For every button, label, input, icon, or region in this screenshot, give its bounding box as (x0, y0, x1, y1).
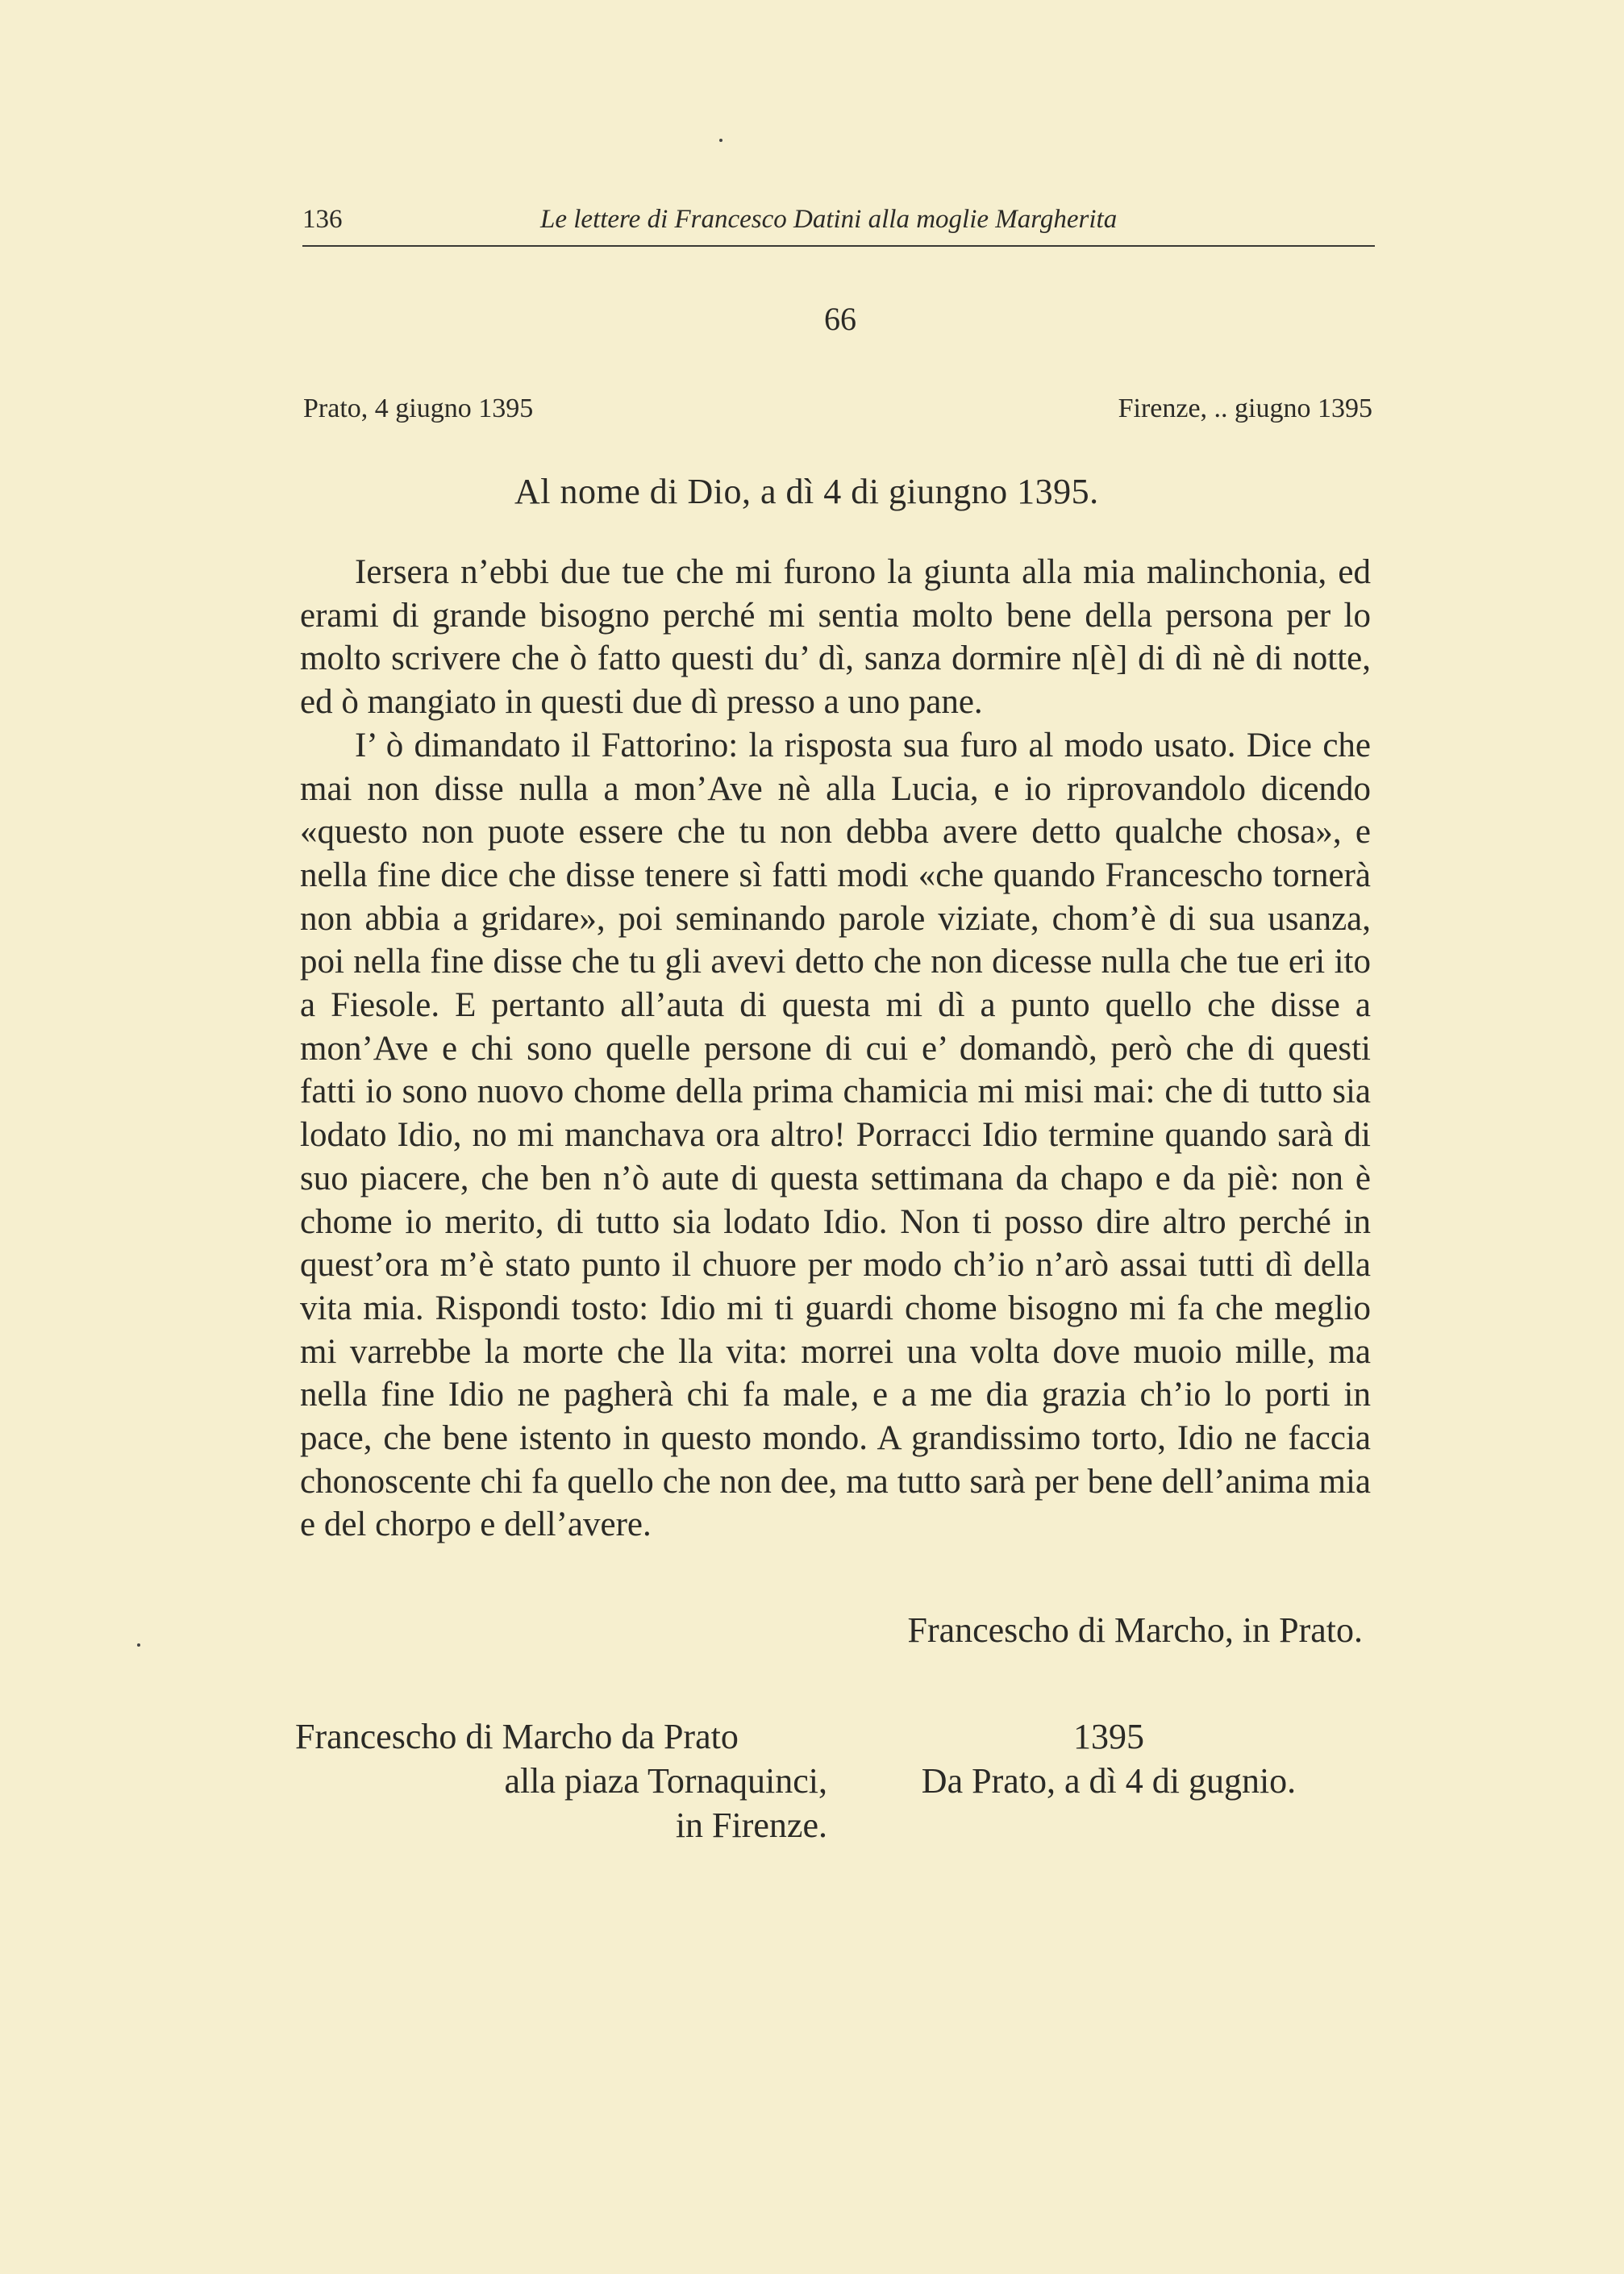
paper-speck (137, 1643, 140, 1647)
letter-body (300, 551, 1371, 1547)
letter-number: 66 (824, 301, 856, 337)
running-head (302, 202, 1375, 247)
running-title: Le lettere di Francesco Datini alla moglie Margherita (540, 205, 1118, 234)
endorsement-line: Da Prato, a dì 4 di gugnio. (921, 1761, 1297, 1801)
letter-paragraph: Iersera n’ebbi due tue che mi furono la giunta alla mia malinchonia, ed erami di grande bisogno perché mi sentia molto bene della persona per lo molto scrivere che ò fatto questi du’ dì, sanza dormire n[è] di dì nè di notte, ed ò mangiato in questi due dì presso a uno pane. (300, 553, 1371, 722)
address-line: alla piaza Tornaquinci, (504, 1761, 827, 1801)
page-number: 136 (302, 205, 343, 234)
address-block (295, 1714, 827, 1847)
dateline-sent: Prato, 4 giugno 1395 (303, 394, 534, 423)
endorsement-block (891, 1714, 1326, 1803)
address-line: Franceschо di Marcho da Prato (295, 1717, 739, 1756)
letter-salutation: Al nome di Dio, a dì 4 di giungno 1395. (514, 472, 1099, 511)
endorsement-year: 1395 (1073, 1717, 1144, 1756)
paper-speck (719, 139, 722, 142)
dateline-received: Firenze, .. giugno 1395 (1118, 394, 1372, 423)
address-line: in Firenze. (675, 1805, 827, 1845)
letter-signature: Franceschо di Marcho, in Prato. (907, 1610, 1363, 1650)
letter-paragraph: I’ ò dimandato il Fattorino: la risposta sua furo al modo usato. Dice che mai non disse nulla a mon’Ave nè alla Lucia, e io riprovandolo dicendo «questo non puote essere che tu non debba avere detto qualche chosa», e nella fine dice che disse tenere sì fatti modi «che quando Franceschо tornerà non abbia a gridare», poi seminando parole viziate, chom’è di sua usanza, poi nella fine disse che tu gli avevi detto che non dicesse nulla che tue eri ito a Fiesole. E pertanto all’auta di questa mi dì a punto quello che disse a mon’Ave e chi sono quelle persone di cui e’ domandò, però che di questi fatti io sono nuovo chome della prima chamicia mi misi mai: che di tutto sia lodato Idio, no mi manchava ora altro! Porracci Idio termine quando sarà di suo piacere, che ben n’ò aute di questa settimana da chapo e da piè: non è chome io merito, di tutto sia lodato Idio. Non ti posso dire altro perché in quest’ora m’è stato punto il chuore per modo ch’io n’arò assai tutti dì della vita mia. Rispondi tosto: Idio mi ti guardi chome bisogno mi fa che meglio mi varrebbe la morte che lla vita: morrei una volta dove muoio mille, ma nella fine Idio ne pagherà chi fa male, e a me dia grazia ch’io lo porti in pace, che bene istento in questo mondo. A grandissimo torto, Idio ne faccia chonoscente chi fa quello che non dee, ma tutto sarà per bene dell’anima mia e del chorpo e dell’avere. (300, 726, 1371, 1544)
